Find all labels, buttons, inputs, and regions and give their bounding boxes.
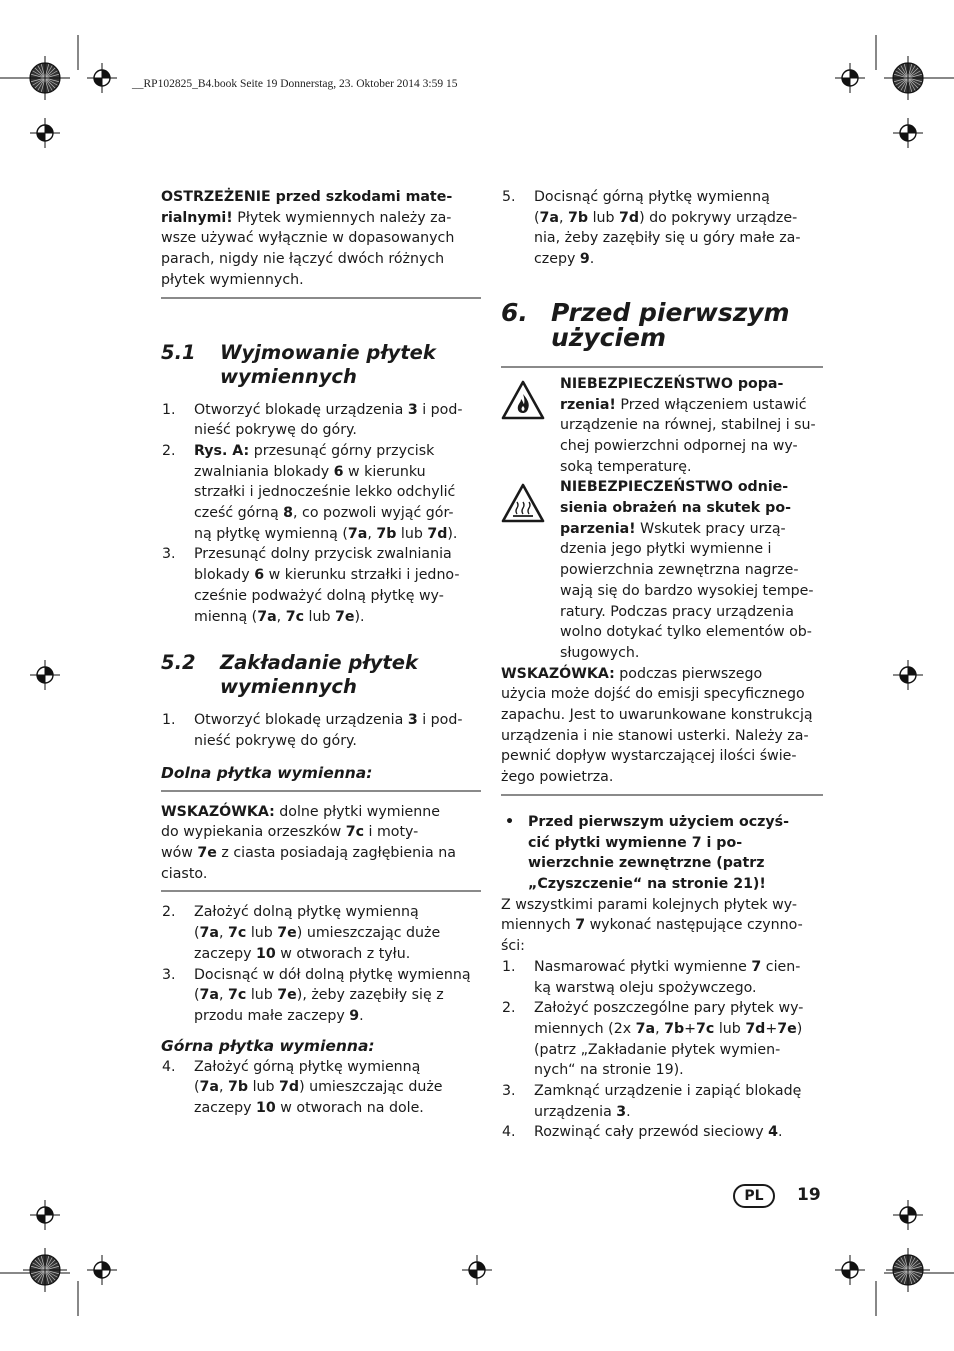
list-item: 5. Docisnąć górną płytkę wymienną (7a, 7b lub 7d) do pokrywy urządze- nia, żeby zazębiły się u góry małe za- czepy 9. bbox=[502, 189, 801, 268]
list-item: 1. Otworzyć blokadę urządzenia 3 i pod- nieść pokrywę do góry. bbox=[162, 401, 463, 439]
intro-text: Z wszystkimi parami kolejnych płytek wy- miennych 7 wykonać następujące czynno- ści: bbox=[501, 896, 803, 955]
section-title: Zakładanie płytek bbox=[220, 651, 418, 675]
right-column bbox=[501, 187, 823, 1143]
list-item: 1. Nasmarować płytki wymienne 7 cien- ką warstwą oleju spożywczego. bbox=[502, 958, 801, 996]
section-5-2-heading bbox=[161, 651, 481, 699]
list-item: 2. Założyć poszczególne pary płytek wy- miennych (2x 7a, 7b+7c lub 7d+7e) (patrz „Zakładanie płytek wymien- nych“ na stronie 19). bbox=[502, 1000, 804, 1079]
list-item: 2. Rys. A: przesunąć górny przycisk zwalniania blokady 6 w kierunku strzałki i jednocześnie lekko odchylić cześć górną 8, co pozwoli wyjąć gór- ną płytkę wymienną (7a, 7b lub 7d). bbox=[162, 442, 458, 542]
bullet-clean: • Przed pierwszym użyciem oczyś- cić płytki wymienne 7 i po- wierzchnie zewnętrzne (patrz „Czyszczenie“ na stronie 21)! bbox=[505, 813, 790, 892]
section-number: 5.1 bbox=[161, 340, 196, 364]
section-5-1-heading bbox=[161, 341, 481, 389]
list-item: 3. Docisnąć w dół dolną płytkę wymienną (7a, 7c lub 7e), żeby zazębiły się z przodu małe zaczepy 9. bbox=[162, 966, 471, 1024]
section-number: 5.2 bbox=[161, 651, 196, 675]
section-title-cont: wymiennych bbox=[220, 675, 357, 699]
danger-hot-surface: NIEBEZPIECZEŃSTWO odnie- sienia obrażeń na skutek po- parzenia! Wskutek pracy urzą- dzenia jego płytki wymienne i powierzchnia zewnętrzna nagrze- wają się do bardzo wysokiej tempe- ratury. Podczas pracy urządzenia wolno dotykać tylko elementów ob- sługowych. bbox=[501, 477, 823, 663]
list-item: 4. Rozwinąć cały przewód sieciowy 4. bbox=[502, 1124, 783, 1141]
list-item: 3. Przesunąć dolny przycisk zwalniania blokady 6 w kierunku strzałki i jedno- cześnie podważyć dolną płytkę wy- mienną (7a, 7c lub 7e). bbox=[162, 546, 460, 625]
list-item: 3. Zamknąć urządzenie i zapiąć blokadę urządzenia 3. bbox=[502, 1083, 802, 1120]
lower-plate-heading: Dolna płytka wymienna: bbox=[161, 763, 373, 782]
note-lower-plates: WSKAZÓWKA: dolne płytki wymienne do wypiekania orzeszków 7c i moty- wów 7e z ciasta posiadają zagłębienia na ciasto. bbox=[161, 803, 456, 882]
section-number: 6. bbox=[501, 297, 528, 327]
material-warning: OSTRZEŻENIE przed szkodami mate- rialnymi! Płytek wymiennych należy za- wsze używać wyłącznie w dopasowanych parach, nigdy nie łączyć dwóch różnych płytek wymiennych. bbox=[161, 189, 455, 288]
section-title-cont: użyciem bbox=[551, 322, 667, 352]
section-title: Przed pierwszym bbox=[551, 297, 790, 327]
page-number: 19 bbox=[797, 1185, 821, 1205]
left-column bbox=[161, 187, 481, 1119]
hot-surface-warning-icon bbox=[501, 483, 545, 523]
section-6-heading bbox=[501, 297, 823, 352]
section-title: Wyjmowanie płytek bbox=[220, 340, 436, 364]
list-item: 4. Założyć górną płytkę wymienną (7a, 7b lub 7d) umieszczając duże zaczepy 10 w otworach na dole. bbox=[162, 1058, 443, 1117]
section-title-cont: wymiennych bbox=[220, 364, 357, 388]
language-badge: PL bbox=[733, 1184, 775, 1208]
upper-plate-heading: Górna płytka wymienna: bbox=[161, 1036, 375, 1055]
flame-warning-icon bbox=[501, 380, 545, 420]
note-first-use: WSKAZÓWKA: podczas pierwszego użycia może dojść do emisji specyficznego zapachu. Jest to uwarunkowane konstrukcją urządzenia i nie stanowi usterki. Należy za- pewnić dopływ wystarczającej ilości świe- żego powietrza. bbox=[501, 665, 813, 786]
file-header: __RP102825_B4.book Seite 19 Donnerstag, 23. Oktober 2014 3:59 15 bbox=[132, 78, 458, 90]
list-item: 2. Założyć dolną płytkę wymienną (7a, 7c lub 7e) umieszczając duże zaczepy 10 w otworach z tyłu. bbox=[162, 904, 441, 962]
danger-burn: NIEBEZPIECZEŃSTWO popa- rzenia! Przed włączeniem ustawić urządzenie na równej, stabilnej i su- chej powierzchni odpornej na wy- soką temperaturę. bbox=[501, 374, 823, 478]
list-item: 1. Otworzyć blokadę urządzenia 3 i pod- nieść pokrywę do góry. bbox=[162, 712, 463, 749]
